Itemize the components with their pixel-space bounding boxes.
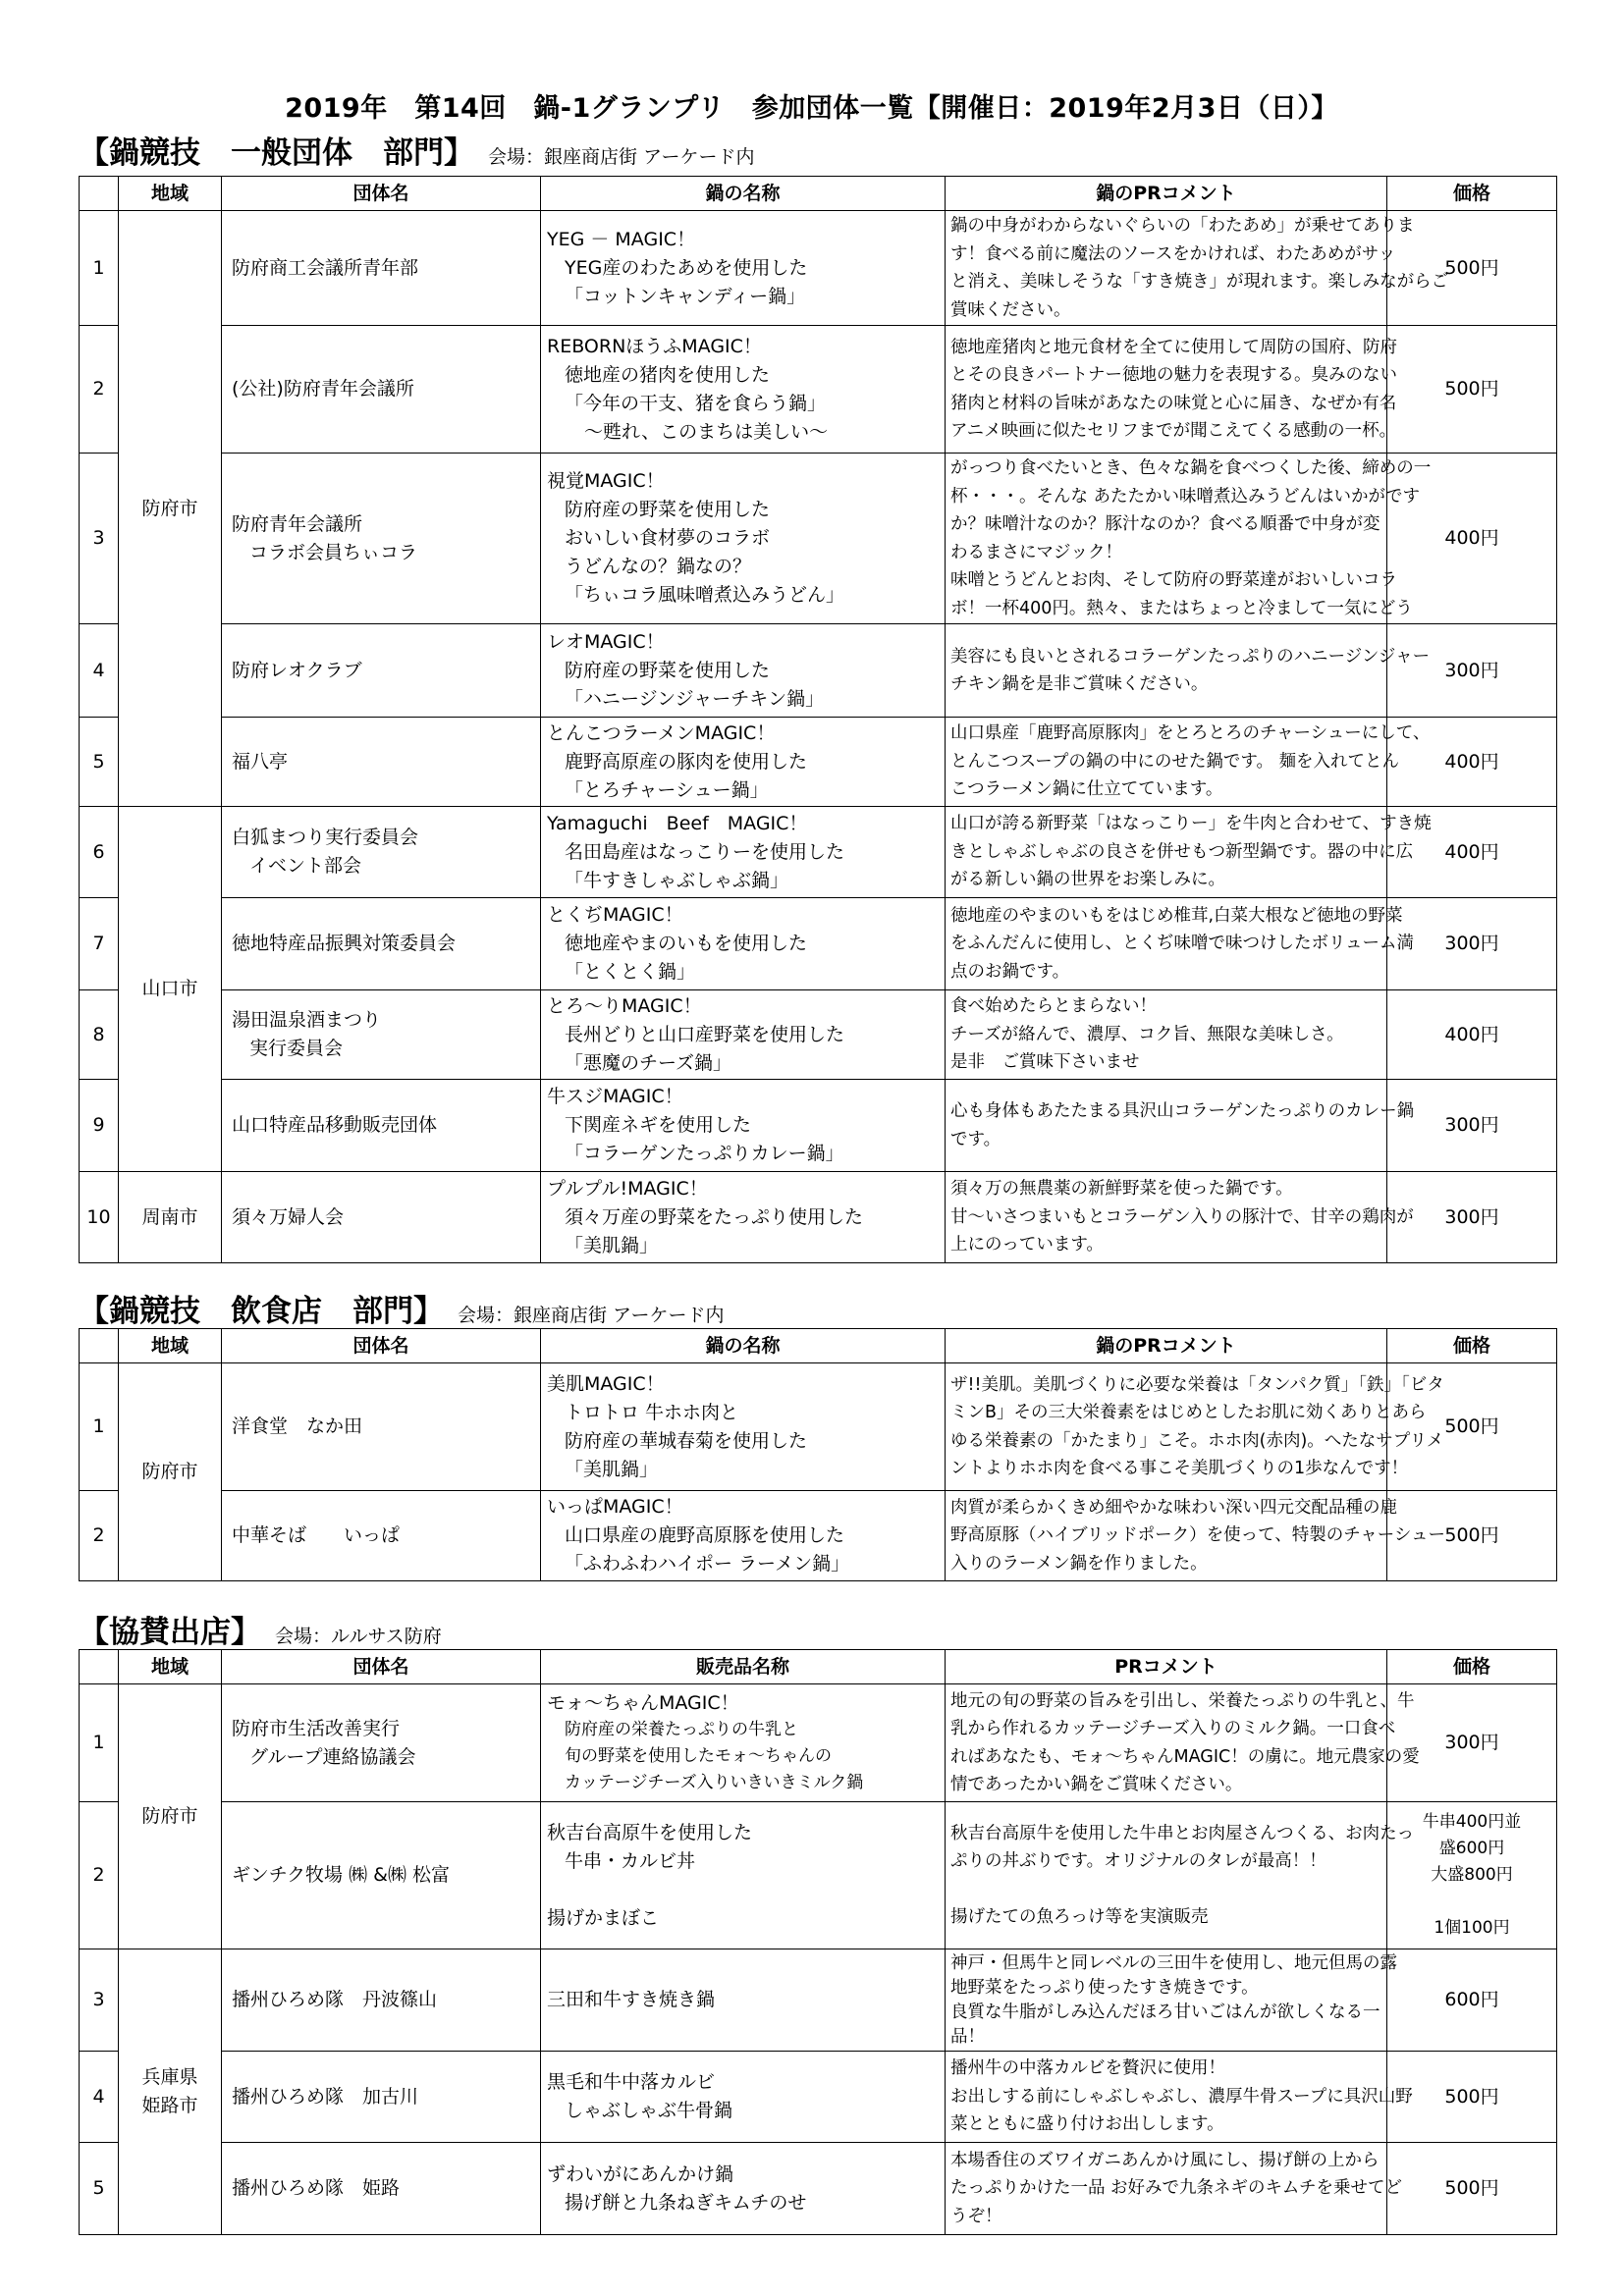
org-name: 福八亭 bbox=[222, 718, 541, 807]
section-heading-restaurant bbox=[79, 1286, 724, 1330]
section-venue: 会場：銀座商店街 アーケード内 bbox=[488, 146, 755, 168]
pr-comment: 神戸・但馬牛と同レベルの三田牛を使用し、地元但馬の露 地野菜をたっぷり使ったすき焼きです。 良質な牛脂がしみ込んだほろ甘いごはんが欲しくなる一 品！ bbox=[946, 1949, 1387, 2052]
dish-name: 秋吉台高原牛を使用した 牛串・カルビ丼 揚げかまぼこ bbox=[541, 1802, 946, 1949]
org-name: 防府市生活改善実行 グループ連絡協議会 bbox=[222, 1684, 541, 1802]
page-title: 2019年 第14回 鍋-1グランプリ 参加団体一覧【開催日：2019年2月3日（日）】 bbox=[285, 93, 1338, 124]
table-row bbox=[80, 454, 1557, 624]
dish-name: 三田和牛すき焼き鍋 bbox=[541, 1949, 946, 2052]
org-name: ギンチク牧場 ㈱ &㈱ 松富 bbox=[222, 1802, 541, 1949]
col-header: 鍋の名称 bbox=[541, 1329, 946, 1363]
table-row bbox=[80, 718, 1557, 807]
dish-name: 美肌MAGIC！ トロトロ 牛ホホ肉と 防府産の華城春菊を使用した 「美肌鍋」 bbox=[541, 1363, 946, 1491]
pr-comment: 肉質が柔らかくきめ細やかな味わい深い四元交配品種の鹿 野高原豚（ハイブリッドポーク）を使って、特製のチャーシュー 入りのラーメン鍋を作りました。 bbox=[946, 1491, 1387, 1581]
col-header: 地域 bbox=[119, 1329, 222, 1363]
pr-comment: がっつり食べたいとき、色々な鍋を食べつくした後、締めの一 杯・・・。そんな あたたかい味噌煮込みうどんはいかがです か？味噌汁なのか？豚汁なのか？食べる順番で中身が変 わるまさにマジック！ 味噌とうどんとお肉、そして防府の野菜達がおいしいコラ ボ！一杯400円。熱々、またはちょっと冷まして一気にどう bbox=[946, 454, 1387, 624]
col-header: 団体名 bbox=[222, 177, 541, 211]
header-row bbox=[80, 177, 1557, 211]
row-number: 6 bbox=[80, 807, 119, 898]
org-name: 中華そば いっぱ bbox=[222, 1491, 541, 1581]
row-number: 4 bbox=[80, 2052, 119, 2143]
price: 500円 bbox=[1387, 2143, 1557, 2235]
col-header: 鍋のPRコメント bbox=[946, 177, 1387, 211]
table-sponsor bbox=[79, 1649, 1557, 2235]
org-name: 播州ひろめ隊 丹波篠山 bbox=[222, 1949, 541, 2052]
price: 300円 bbox=[1387, 1080, 1557, 1172]
org-name: (公社)防府青年会議所 bbox=[222, 326, 541, 454]
region-cell: 兵庫県 姫路市 bbox=[119, 1949, 222, 2235]
dish-name: ずわいがにあんかけ鍋 揚げ餅と九条ねぎキムチのせ bbox=[541, 2143, 946, 2235]
table-row bbox=[80, 1949, 1557, 2052]
table-row bbox=[80, 2052, 1557, 2143]
row-number: 2 bbox=[80, 1802, 119, 1949]
table-row bbox=[80, 1802, 1557, 1949]
table-row bbox=[80, 898, 1557, 990]
col-header: 価格 bbox=[1387, 1329, 1557, 1363]
dish-name: REBORNほうふMAGIC！ 徳地産の猪肉を使用した 「今年の干支、猪を食らう鍋」 ～甦れ、このまちは美しい～ bbox=[541, 326, 946, 454]
region-cell: 周南市 bbox=[119, 1172, 222, 1263]
dish-name: 視覚MAGIC！ 防府産の野菜を使用した おいしい食材夢のコラボ うどんなの？鍋なの？ 「ちぃコラ風味噌煮込みうどん」 bbox=[541, 454, 946, 624]
dish-name: モォ～ちゃんMAGIC！ 防府産の栄養たっぷりの牛乳と 旬の野菜を使用したモォ～ちゃんの カッテージチーズ入りいきいきミルク鍋 bbox=[541, 1684, 946, 1802]
section-title: 【鍋競技 一般団体 部門】 bbox=[79, 135, 474, 171]
section-heading-general bbox=[79, 128, 754, 172]
org-name: 防府青年会議所 コラボ会員ちぃコラ bbox=[222, 454, 541, 624]
row-number: 10 bbox=[80, 1172, 119, 1263]
header-row bbox=[80, 1329, 1557, 1363]
col-header: 価格 bbox=[1387, 1650, 1557, 1684]
org-name: 須々万婦人会 bbox=[222, 1172, 541, 1263]
pr-comment: 徳地産のやまのいもをはじめ椎茸,白菜大根など徳地の野菜 をふんだんに使用し、とくぢ味噌で味つけしたボリューム満 点のお鍋です。 bbox=[946, 898, 1387, 990]
table-general bbox=[79, 176, 1557, 1263]
price: 牛串400円並 盛600円 大盛800円 1個100円 bbox=[1387, 1802, 1557, 1949]
row-number: 4 bbox=[80, 624, 119, 718]
price: 300円 bbox=[1387, 1172, 1557, 1263]
row-number: 1 bbox=[80, 1684, 119, 1802]
dish-name: いっぱMAGIC！ 山口県産の鹿野高原豚を使用した 「ふわふわハイポー ラーメン鍋」 bbox=[541, 1491, 946, 1581]
row-number: 1 bbox=[80, 211, 119, 326]
table-row bbox=[80, 1080, 1557, 1172]
price: 600円 bbox=[1387, 1949, 1557, 2052]
pr-comment: 心も身体もあたたまる具沢山コラーゲンたっぷりのカレー鍋 です。 bbox=[946, 1080, 1387, 1172]
col-header: PRコメント bbox=[946, 1650, 1387, 1684]
row-number: 7 bbox=[80, 898, 119, 990]
dish-name: プルプル!MAGIC！ 須々万産の野菜をたっぷり使用した 「美肌鍋」 bbox=[541, 1172, 946, 1263]
row-number: 5 bbox=[80, 2143, 119, 2235]
region-cell: 防府市 bbox=[119, 1684, 222, 1949]
pr-comment: 鍋の中身がわからないぐらいの「わたあめ」が乗せてありま す！食べる前に魔法のソースをかければ、わたあめがサッ と消え、美味しそうな「すき焼き」が現れます。楽しみながらご 賞味ください。 bbox=[946, 211, 1387, 326]
dish-name: Yamaguchi Beef MAGIC！ 名田島産はなっこりーを使用した 「牛すきしゃぶしゃぶ鍋」 bbox=[541, 807, 946, 898]
pr-comment: 徳地産猪肉と地元食材を全てに使用して周防の国府、防府 とその良きパートナー徳地の魅力を表現する。臭みのない 猪肉と材料の旨味があなたの味覚と心に届き、なぜか有名 アニメ映画に似たセリフまでが聞こえてくる感動の一杯。 bbox=[946, 326, 1387, 454]
table-restaurant bbox=[79, 1328, 1557, 1581]
table-row bbox=[80, 1363, 1557, 1491]
org-name: 洋食堂 なか田 bbox=[222, 1363, 541, 1491]
section-title: 【鍋競技 飲食店 部門】 bbox=[79, 1294, 444, 1329]
col-header: 販売品名称 bbox=[541, 1650, 946, 1684]
org-name: 防府商工会議所青年部 bbox=[222, 211, 541, 326]
col-header: 団体名 bbox=[222, 1650, 541, 1684]
price: 500円 bbox=[1387, 2052, 1557, 2143]
org-name: 防府レオクラブ bbox=[222, 624, 541, 718]
col-header: 鍋のPRコメント bbox=[946, 1329, 1387, 1363]
section-title: 【協賛出店】 bbox=[79, 1615, 261, 1650]
price: 500円 bbox=[1387, 211, 1557, 326]
org-name: 山口特産品移動販売団体 bbox=[222, 1080, 541, 1172]
org-name: 徳地特産品振興対策委員会 bbox=[222, 898, 541, 990]
col-header: 地域 bbox=[119, 1650, 222, 1684]
org-name: 播州ひろめ隊 加古川 bbox=[222, 2052, 541, 2143]
row-number: 8 bbox=[80, 990, 119, 1080]
dish-name: レオMAGIC！ 防府産の野菜を使用した 「ハニージンジャーチキン鍋」 bbox=[541, 624, 946, 718]
col-header: 地域 bbox=[119, 177, 222, 211]
pr-comment: 本場香住のズワイガニあんかけ風にし、揚げ餅の上から たっぷりかけた一品 お好みで九条ネギのキムチを乗せてど うぞ！ bbox=[946, 2143, 1387, 2235]
dish-name: 黒毛和牛中落カルビ しゃぶしゃぶ牛骨鍋 bbox=[541, 2052, 946, 2143]
price: 300円 bbox=[1387, 624, 1557, 718]
pr-comment: 美容にも良いとされるコラーゲンたっぷりのハニージンジャー チキン鍋を是非ご賞味ください。 bbox=[946, 624, 1387, 718]
table-row bbox=[80, 807, 1557, 898]
col-header: 鍋の名称 bbox=[541, 177, 946, 211]
pr-comment: 須々万の無農薬の新鮮野菜を使った鍋です。 甘～いさつまいもとコラーゲン入りの豚汁で、甘辛の鶏肉が 上にのっています。 bbox=[946, 1172, 1387, 1263]
table-row bbox=[80, 1172, 1557, 1263]
pr-comment: ザ!!美肌。美肌づくりに必要な栄養は「タンパク質」「鉄」「ビタ ミンB」その三大栄養素をはじめとしたお肌に効くありとあら ゆる栄養素の「かたまり」こそ。ホホ肉(赤肉)。へたなサプリメ ントよりホホ肉を食べる事こそ美肌づくりの1歩なんです！ bbox=[946, 1363, 1387, 1491]
row-number: 1 bbox=[80, 1363, 119, 1491]
dish-name: 牛スジMAGIC！ 下関産ネギを使用した 「コラーゲンたっぷりカレー鍋」 bbox=[541, 1080, 946, 1172]
table-row bbox=[80, 326, 1557, 454]
org-name: 湯田温泉酒まつり 実行委員会 bbox=[222, 990, 541, 1080]
table-row bbox=[80, 990, 1557, 1080]
col-header: 団体名 bbox=[222, 1329, 541, 1363]
table-row bbox=[80, 624, 1557, 718]
org-name: 白狐まつり実行委員会 イベント部会 bbox=[222, 807, 541, 898]
section-venue: 会場：ルルサス防府 bbox=[275, 1626, 442, 1647]
price: 500円 bbox=[1387, 1491, 1557, 1581]
row-number: 3 bbox=[80, 1949, 119, 2052]
dish-name: とろ～りMAGIC！ 長州どりと山口産野菜を使用した 「悪魔のチーズ鍋」 bbox=[541, 990, 946, 1080]
price: 400円 bbox=[1387, 990, 1557, 1080]
table-row bbox=[80, 2143, 1557, 2235]
region-cell: 防府市 bbox=[119, 1363, 222, 1581]
col-header: 価格 bbox=[1387, 177, 1557, 211]
price: 300円 bbox=[1387, 1684, 1557, 1802]
section-venue: 会場：銀座商店街 アーケード内 bbox=[458, 1305, 725, 1326]
table-row bbox=[80, 1684, 1557, 1802]
price: 400円 bbox=[1387, 718, 1557, 807]
row-number: 2 bbox=[80, 1491, 119, 1581]
price: 400円 bbox=[1387, 454, 1557, 624]
col-header bbox=[80, 1329, 119, 1363]
row-number: 5 bbox=[80, 718, 119, 807]
section-heading-sponsor bbox=[79, 1607, 442, 1651]
row-number: 9 bbox=[80, 1080, 119, 1172]
row-number: 3 bbox=[80, 454, 119, 624]
dish-name: とくぢMAGIC！ 徳地産やまのいもを使用した 「とくとく鍋」 bbox=[541, 898, 946, 990]
pr-comment: 山口県産「鹿野高原豚肉」をとろとろのチャーシューにして、 とんこつスープの鍋の中にのせた鍋です。 麺を入れてとん こつラーメン鍋に仕立てています。 bbox=[946, 718, 1387, 807]
col-header bbox=[80, 1650, 119, 1684]
pr-comment: 地元の旬の野菜の旨みを引出し、栄養たっぷりの牛乳と、牛 乳から作れるカッテージチーズ入りのミルク鍋。一口食べ ればあなたも、モォ～ちゃんMAGIC！の虜に。地元農家の愛 情であったかい鍋をご賞味ください。 bbox=[946, 1684, 1387, 1802]
header-row bbox=[80, 1650, 1557, 1684]
org-name: 播州ひろめ隊 姫路 bbox=[222, 2143, 541, 2235]
row-number: 2 bbox=[80, 326, 119, 454]
price: 500円 bbox=[1387, 326, 1557, 454]
pr-comment: 秋吉台高原牛を使用した牛串とお肉屋さんつくる、お肉たっ ぷりの丼ぶりです。オリジナルのタレが最高！！ 揚げたての魚ろっけ等を実演販売 bbox=[946, 1802, 1387, 1949]
dish-name: とんこつラーメンMAGIC！ 鹿野高原産の豚肉を使用した 「とろチャーシュー鍋」 bbox=[541, 718, 946, 807]
region-cell: 防府市 bbox=[119, 211, 222, 807]
price: 300円 bbox=[1387, 898, 1557, 990]
price: 400円 bbox=[1387, 807, 1557, 898]
col-header bbox=[80, 177, 119, 211]
table-row bbox=[80, 211, 1557, 326]
dish-name: YEG － MAGIC！ YEG産のわたあめを使用した 「コットンキャンディー鍋」 bbox=[541, 211, 946, 326]
table-row bbox=[80, 1491, 1557, 1581]
pr-comment: 食べ始めたらとまらない！ チーズが絡んで、濃厚、コク旨、無限な美味しさ。 是非 ご賞味下さいませ bbox=[946, 990, 1387, 1080]
pr-comment: 山口が誇る新野菜「はなっこりー」を牛肉と合わせて、すき焼 きとしゃぶしゃぶの良さを併せもつ新型鍋です。器の中に広 がる新しい鍋の世界をお楽しみに。 bbox=[946, 807, 1387, 898]
region-cell: 山口市 bbox=[119, 807, 222, 1172]
price: 500円 bbox=[1387, 1363, 1557, 1491]
pr-comment: 播州牛の中落カルビを贅沢に使用！ お出しする前にしゃぶしゃぶし、濃厚牛骨スープに具沢山野 菜とともに盛り付けお出しします。 bbox=[946, 2052, 1387, 2143]
